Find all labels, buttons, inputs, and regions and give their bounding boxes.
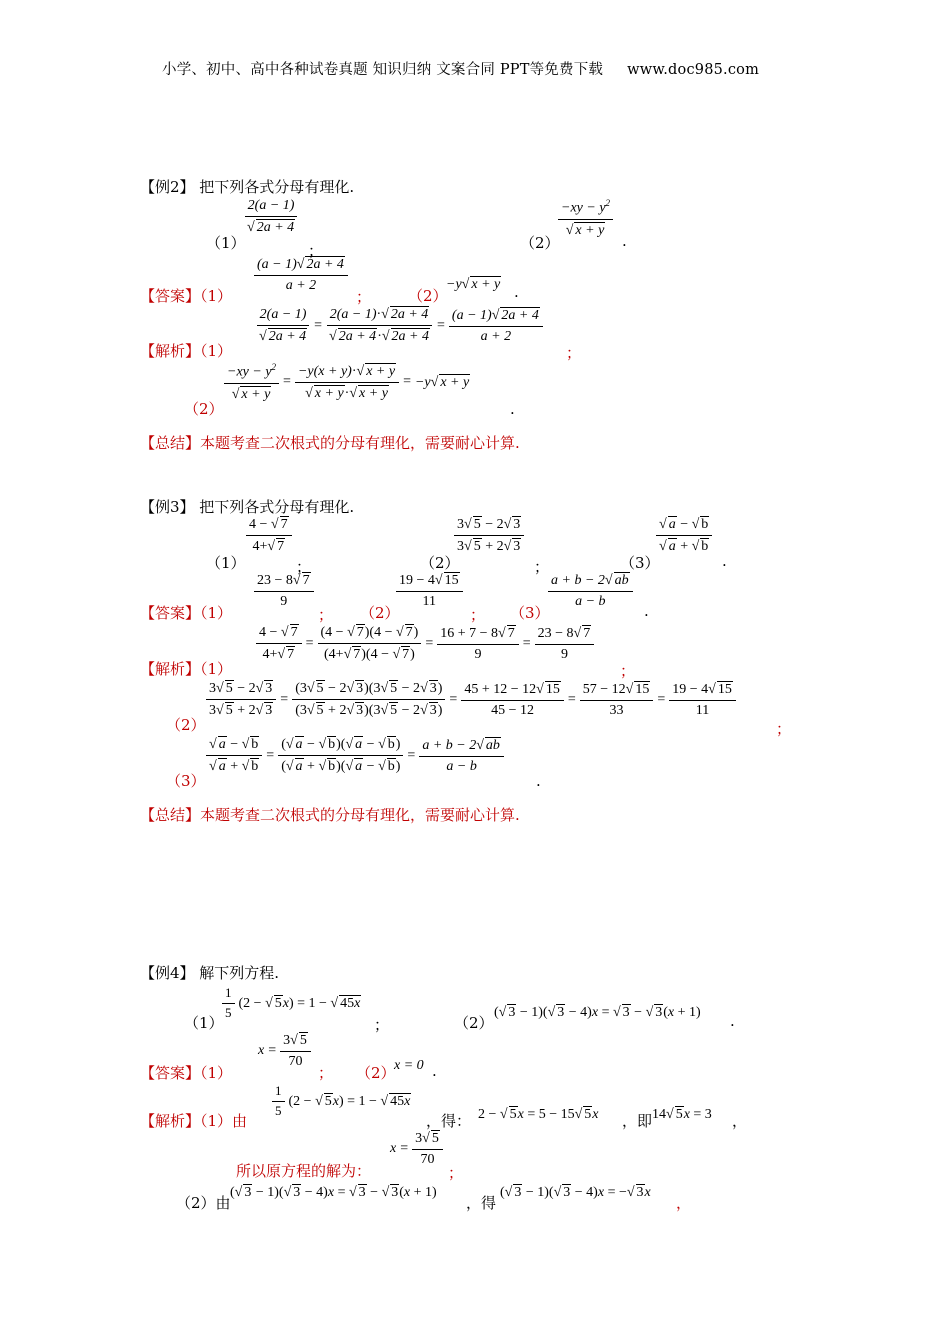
ex3-dot-1: . xyxy=(722,552,727,570)
ex4-de-text: ，得 xyxy=(466,1194,497,1212)
ex2-semi-1: ； xyxy=(308,242,324,260)
ex3-semi-1: ； xyxy=(296,558,312,576)
ex4-solution-2-label: （2）由 xyxy=(176,1194,231,1212)
ex3-solution-2: $\frac{3√ 5 - 2√ 3}{3√ 5 + 2√ 3}$ = $\frac{(3√ 5 - 2√ 3)(3√ 5 - 2√ 3)}{(3√ 5 + 2√ 3)(3√ 5 - 2√ 3)}$ = $\frac{45 + 12 - 12√ 15}{45 - 12}$ = $\frac{57 - 12√ 15}{33}$ = $\frac{19 - 4√ 15}{11}$ xyxy=(204,680,738,719)
ex4-q2: (√ 3 − 1)(√ 3 − 4)x = √ 3 − √ 3(x + 1) xyxy=(494,1005,701,1020)
ex3-solution-3: $\frac{√ a - √ b}{√ a + √ b}$ = $\frac{(√ a - √ b)(√ a - √ b)}{(√ a + √ b)(√ a - √ b)}$ = $\frac{a + b - 2√ ab}{a - b}$ xyxy=(204,736,506,775)
ex3-sol-dot: . xyxy=(536,772,541,790)
ex2-ans-dot: . xyxy=(514,283,519,301)
ex3-ans-semi-2: ； xyxy=(470,606,486,624)
ex4-part2-label: （2） xyxy=(454,1014,494,1032)
ex2-sol-semi: ； xyxy=(566,344,582,362)
ex4-answer-2: x = 0 xyxy=(394,1058,424,1073)
ex4-semi-1: ； xyxy=(374,1016,390,1034)
ex2-dot-1: . xyxy=(622,232,627,250)
ex2-solution-2: $\frac{-xy - y^2}{√ x + y}$ = $\frac{-y(x + y)\cdot√ x + y}{√ x + y\cdot√ x + y}$ = −y√ x + y xyxy=(222,362,472,403)
ex4-answer-label: 【答案】（1） xyxy=(140,1064,233,1082)
ex4-solution-1-given: $\frac{1}{5}$ (2 − √ 5x) = 1 − √ 45x xyxy=(270,1084,413,1119)
ex4-comma-1: ， xyxy=(732,1112,748,1130)
ex3-ans-semi-1: ； xyxy=(318,606,334,624)
ex3-part3-label: （3） xyxy=(620,554,660,572)
ex4-sol-semi: ； xyxy=(448,1164,464,1182)
ex2-part2-label: （2） xyxy=(520,234,560,252)
ex2-solution-label: 【解析】（1） xyxy=(140,342,233,360)
ex4-answer-1: x = $\frac{3√ 5}{70}$ xyxy=(256,1032,313,1070)
ex2-solution-2-label: （2） xyxy=(184,400,224,418)
ex4-ans-semi: ； xyxy=(318,1064,334,1082)
ex3-answer-p2: （2） xyxy=(360,604,400,622)
ex4-comma-2: ， xyxy=(676,1194,692,1212)
ex3-title: 【例3】 把下列各式分母有理化. xyxy=(140,498,355,516)
ex3-q1: $\frac{4 - √ 7}{4+√ 7}$ xyxy=(246,516,292,555)
ex3-solution-label: 【解析】（1） xyxy=(140,660,233,678)
ex3-answer-3: $\frac{a + b - 2√ ab}{a - b}$ xyxy=(548,572,633,610)
ex4-solution-label: 【解析】（1）由 xyxy=(140,1112,248,1130)
ex4-solution-1-result: x = $\frac{3√ 5}{70}$ xyxy=(388,1130,445,1168)
ex3-sol-semi-2: ； xyxy=(776,720,792,738)
ex4-q1: $\frac{1}{5}$ (2 − √ 5x) = 1 − √ 45x xyxy=(220,986,363,1021)
ex2-summary: 【总结】本题考查二次根式的分母有理化，需要耐心计算. xyxy=(140,434,520,452)
ex4-solution-2-step: (√ 3 − 1)(√ 3 − 4)x = −√ 3x xyxy=(500,1185,651,1200)
ex4-solution-1-simplified: 14√ 5x = 3 xyxy=(652,1107,712,1122)
ex2-part1-label: （1） xyxy=(206,234,246,252)
ex3-solution-1: $\frac{4 - √ 7}{4+√ 7}$ = $\frac{(4 - √ 7)(4 - √ 7)}{(4+√ 7)(4 - √ 7)}$ = $\frac{16 + 7 - 8√ 7}{9}$ = $\frac{23 - 8√ 7}{9}$ xyxy=(254,624,596,663)
ex4-part1-label: （1） xyxy=(184,1014,224,1032)
ex3-q3: $\frac{√ a - √ b}{√ a + √ b}$ xyxy=(656,516,712,555)
ex4-conclude-text: 所以原方程的解为： xyxy=(236,1162,372,1180)
ex4-title: 【例4】 解下列方程. xyxy=(140,964,280,982)
ex3-answer-label: 【答案】（1） xyxy=(140,604,233,622)
ex2-answer-1: $\frac{(a - 1)√ 2a + 4}{a + 2}$ xyxy=(254,256,348,294)
ex2-q2: $\frac{-xy - y^2}{√ x + y}$ xyxy=(558,198,613,239)
header-url[interactable]: www.doc985.com xyxy=(627,62,760,78)
ex3-solution-2-label: （2） xyxy=(166,716,206,734)
ex3-summary: 【总结】本题考查二次根式的分母有理化，需要耐心计算. xyxy=(140,806,520,824)
ex2-q1: $\frac{2(a - 1)}{√ 2a + 4}$ xyxy=(244,198,298,236)
ex4-answer-p2: （2） xyxy=(356,1064,396,1082)
ex3-answer-2: $\frac{19 - 4√ 15}{11}$ xyxy=(396,572,463,610)
page-header xyxy=(162,58,759,79)
ex4-solution-2-given: (√ 3 − 1)(√ 3 − 4)x = √ 3 − √ 3(x + 1) xyxy=(230,1185,437,1200)
ex2-answer-p2: （2） xyxy=(408,287,448,305)
ex2-solution-1: $\frac{2(a - 1)}{√ 2a + 4}$ = $\frac{2(a - 1)\cdot√ 2a + 4}{√ 2a + 4\cdot√ 2a + 4}$ = $\frac{(a - 1)√ 2a + 4}{a + 2}$ xyxy=(254,306,545,345)
ex3-semi-2: ； xyxy=(534,558,550,576)
ex4-dot-1: . xyxy=(730,1012,735,1030)
ex3-sol-semi-1: ； xyxy=(620,662,636,680)
ex4-ans-dot: . xyxy=(432,1062,437,1080)
ex3-answer-1: $\frac{23 - 8√ 7}{9}$ xyxy=(254,572,314,610)
ex4-solution-1-step: 2 − √ 5x = 5 − 15√ 5x xyxy=(478,1107,599,1122)
ex2-answer-label: 【答案】（1） xyxy=(140,287,233,305)
ex3-q2: $\frac{3√ 5 - 2√ 3}{3√ 5 + 2√ 3}$ xyxy=(454,516,524,555)
ex3-part2-label: （2） xyxy=(420,554,460,572)
header-text: 小学、初中、高中各种试卷真题 知识归纳 文案合同 PPT等免费下载 xyxy=(162,62,604,78)
ex3-part1-label: （1） xyxy=(206,554,246,572)
ex3-ans-dot: . xyxy=(644,602,649,620)
ex2-ans-semi: ； xyxy=(356,288,372,306)
ex4-ji-text: ，即 xyxy=(622,1112,653,1130)
ex2-answer-2: −y√ x + y xyxy=(446,277,501,292)
ex4-get-text: ，得： xyxy=(426,1112,472,1130)
ex2-sol-dot: . xyxy=(510,400,515,418)
ex3-answer-p3: （3） xyxy=(510,604,550,622)
ex3-solution-3-label: （3） xyxy=(166,772,206,790)
ex2-title: 【例2】 把下列各式分母有理化. xyxy=(140,178,355,196)
